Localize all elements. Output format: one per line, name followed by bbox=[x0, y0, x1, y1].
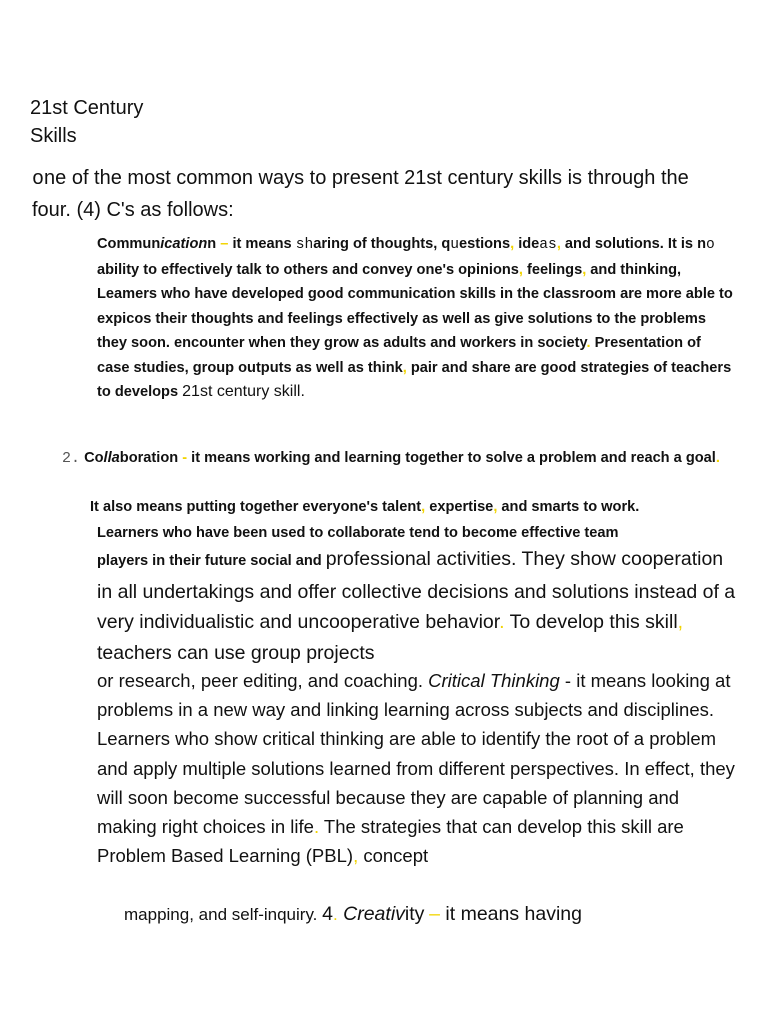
yellow-comma: , bbox=[582, 261, 587, 278]
communication-text-9: Presentation of bbox=[590, 335, 701, 351]
communication-text-12: century skill bbox=[212, 383, 301, 400]
creativity-lead: mapping, and self-inquiry. bbox=[124, 905, 323, 924]
communication-mono-3: as bbox=[539, 237, 557, 253]
communication-dash: – bbox=[220, 236, 229, 252]
critical-thinking-paragraph bbox=[97, 666, 737, 870]
collaboration-term-c: boration bbox=[119, 450, 179, 466]
collaboration-text-2a: It also means putting together everyone's talent bbox=[90, 499, 422, 515]
intro-first-letter: o bbox=[32, 168, 45, 191]
communication-text-2: aring of thoughts, q bbox=[313, 236, 451, 252]
collaboration-term-a: Co bbox=[84, 450, 104, 466]
page-title bbox=[30, 94, 143, 150]
communication-21st: 21st bbox=[182, 383, 213, 400]
communication-end: . bbox=[300, 383, 305, 400]
creativity-term-a: Creativ bbox=[337, 903, 405, 925]
communication-text-1: it means bbox=[228, 236, 296, 252]
collaboration-body-3: teachers can use group projects bbox=[97, 641, 375, 664]
yellow-comma: , bbox=[353, 845, 359, 867]
collaboration-term-b: lla bbox=[103, 450, 120, 466]
communication-mono-1: sh bbox=[295, 237, 314, 253]
critical-text-2: The strategies that can develop this skill are Problem Based Learning (PBL) bbox=[97, 816, 684, 867]
collaboration-heading bbox=[62, 446, 722, 471]
yellow-comma: , bbox=[556, 236, 561, 252]
creativity-term-b: ity bbox=[404, 903, 425, 925]
communication-text-11: pair and share are good strategies of teachers to develops bbox=[97, 359, 732, 400]
communication-text-7: feelings bbox=[522, 261, 583, 278]
intro-paragraph bbox=[32, 163, 732, 225]
communication-text-10: group outputs as well as think bbox=[188, 359, 403, 376]
communication-term-c: n bbox=[207, 236, 217, 252]
yellow-dot: . bbox=[499, 611, 505, 633]
collaboration-body bbox=[97, 544, 737, 668]
yellow-comma: , bbox=[677, 611, 684, 633]
yellow-comma: , bbox=[421, 499, 426, 515]
communication-text-6: ability to effectively talk to others and convey one's opinions bbox=[97, 261, 519, 278]
critical-text: - it means looking at problems in a new way and linking learning across subjects and disciplines. Learners who show critical thinking are able to identify the root of a problem and apply multiple solutions learned from different perspectives. In effect, they will soon become successful because they are capable of planning and making right choices in life bbox=[97, 670, 735, 838]
communication-mono-4: o bbox=[706, 237, 715, 253]
communication-term-b: ication bbox=[160, 236, 208, 252]
communication-text-5: and solutions. It is n bbox=[560, 236, 707, 252]
collaboration-text-2b: expertise bbox=[425, 499, 494, 515]
title-line-1: 21st Century bbox=[30, 97, 144, 119]
creativity-line bbox=[124, 900, 744, 929]
intro-text: ne of the most common ways to present 21st century skills is through the four. (4) C's as follows: bbox=[32, 167, 689, 221]
yellow-dot: . bbox=[586, 335, 591, 351]
collaboration-body-small: players in their future social and bbox=[97, 553, 326, 569]
communication-text-8: and thinking, Leamers who have developed good communication skills in the classroom are more able to expicos their thoughts and feelings effectively as well as give solutions to the problems they soon. encounter when they grow as adults and workers in society bbox=[97, 261, 733, 351]
communication-case-studies: case studies, bbox=[97, 359, 189, 376]
creativity-dash: – bbox=[429, 903, 440, 925]
collaboration-body-2: To develop this skill bbox=[504, 611, 678, 633]
collaboration-line-2 bbox=[90, 496, 730, 518]
yellow-comma: , bbox=[493, 499, 498, 515]
yellow-comma: , bbox=[510, 236, 515, 252]
collaboration-text-1: it means working and learning together to solve a problem and reach a goal bbox=[187, 450, 716, 466]
critical-term: Critical Thinking bbox=[428, 670, 560, 691]
communication-text-3: estions bbox=[459, 236, 511, 252]
creativity-text: it means having bbox=[440, 903, 582, 925]
yellow-comma: , bbox=[402, 359, 407, 376]
collaboration-number: 2. bbox=[62, 450, 81, 467]
collaboration-body-big: professional activities. They show cooperation in all undertakings and offer collective decisions and solutions instead of a very individualistic and uncooperative behavior bbox=[97, 548, 736, 633]
communication-mono-2: u bbox=[450, 237, 459, 253]
yellow-dot: . bbox=[332, 905, 338, 924]
critical-lead: or research, peer editing, and coaching. bbox=[97, 670, 429, 691]
collaboration-dash: - bbox=[182, 450, 188, 466]
collaboration-text-2c: and smarts to work. bbox=[497, 499, 640, 515]
communication-paragraph bbox=[97, 232, 737, 405]
yellow-dot: . bbox=[313, 816, 320, 838]
creativity-number: 4 bbox=[322, 903, 333, 925]
collaboration-line-3: Learners who have been used to collaborate tend to become effective team bbox=[97, 525, 619, 541]
yellow-dot: . bbox=[715, 450, 720, 466]
communication-term-a: Commun bbox=[97, 236, 161, 252]
communication-text-4: ide bbox=[514, 236, 540, 252]
critical-text-3: concept bbox=[358, 845, 429, 867]
title-line-2: Skills bbox=[30, 125, 77, 147]
yellow-comma: , bbox=[518, 261, 523, 278]
